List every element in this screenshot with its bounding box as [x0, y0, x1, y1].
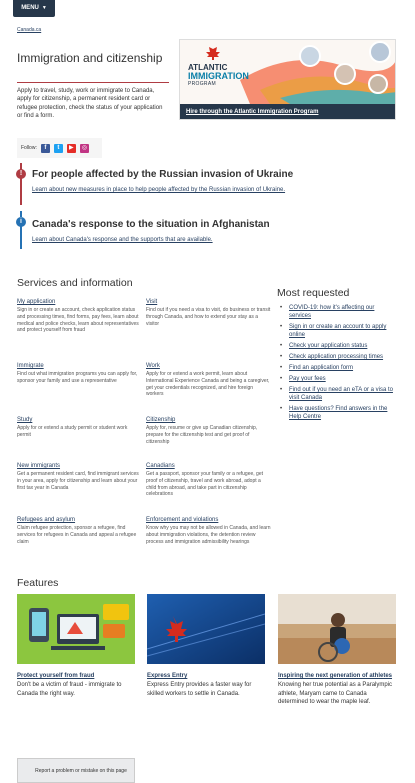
- service-link[interactable]: Immigrate: [17, 363, 44, 369]
- info-icon: i: [16, 217, 26, 227]
- warning-icon: !: [16, 169, 26, 179]
- page-title: Immigration and citizenship: [17, 51, 163, 65]
- service-visit: [146, 298, 271, 327]
- service-desc: Get a passport, sponsor your family or a refugee, get proof of citizenship, travel and work abroad, adopt a child from abroad, and take part in citizenship celebrations: [146, 471, 264, 498]
- feature-express-entry: [147, 594, 265, 698]
- service-desc: Get a permanent resident card, find immigrant services in your area, apply for citizenship and learn about your first tax year in Canada: [17, 471, 139, 491]
- service-refugees: [17, 516, 142, 545]
- report-problem-button[interactable]: [17, 758, 135, 783]
- service-link[interactable]: Canadians: [146, 463, 175, 469]
- alert-title: Canada's response to the situation in Afghanistan: [32, 219, 270, 230]
- feature-link[interactable]: Inspiring the next generation of athletes: [278, 673, 393, 679]
- athlete-photo: [278, 594, 396, 664]
- feature-desc: Knowing her true potential as a Paralympic athlete, Maryam came to Canada determined to wear the maple leaf.: [278, 682, 393, 706]
- most-requested-item[interactable]: • COVID-19: how it's affecting our services: [277, 304, 397, 320]
- feature-desc: Express Entry provides a faster way for skilled workers to settle in Canada.: [147, 682, 252, 697]
- feature-link[interactable]: Protect yourself from fraud: [17, 673, 95, 679]
- services-heading: Services and information: [17, 277, 133, 289]
- fraud-image[interactable]: [17, 594, 135, 664]
- service-link[interactable]: Enforcement and violations: [146, 517, 219, 523]
- banner-graphic: [180, 40, 396, 104]
- service-citizenship: [146, 416, 271, 445]
- service-link[interactable]: Study: [17, 417, 33, 423]
- feature-athletes: [278, 594, 396, 707]
- service-desc: Apply for or extend a work permit, learn about International Experience Canada and being a caregiver, get your credentials recognized, and hire foreign workers: [146, 371, 270, 398]
- menu-label: MENU: [21, 5, 39, 12]
- banner-logo: [188, 64, 249, 88]
- service-desc: Claim refugee protection, sponsor a refugee, find services for refugees in Canada and appeal a refugee claim: [17, 525, 137, 545]
- service-link[interactable]: Refugees and asylum: [17, 517, 76, 523]
- express-entry-illustration: [147, 594, 265, 664]
- service-canadians: [146, 462, 271, 498]
- service-link[interactable]: Visit: [146, 299, 158, 305]
- most-requested-item[interactable]: • Sign in or create an account to apply online: [277, 323, 397, 339]
- service-desc: Apply for, resume or give up Canadian citizenship, prepare for the citizenship test and get proof of citizenship: [146, 425, 258, 445]
- service-new-immigrants: [17, 462, 142, 491]
- service-work: [146, 362, 271, 398]
- page-intro: Apply to travel, study, work or immigrate to Canada, apply for citizenship, a permanent resident card or refugee protection, check the status of your application or find a form.: [17, 88, 163, 119]
- features-heading: Features: [17, 577, 59, 589]
- logo-line-2: IMMIGRATION: [188, 71, 249, 81]
- chevron-down-icon: ▼: [41, 5, 47, 12]
- service-link[interactable]: New immigrants: [17, 463, 61, 469]
- service-link[interactable]: Citizenship: [146, 417, 176, 423]
- alert-title: For people affected by the Russian invasion of Ukraine: [32, 169, 294, 180]
- most-requested-item[interactable]: • Check application processing times: [277, 353, 397, 361]
- athlete-image[interactable]: [278, 594, 396, 664]
- atlantic-immigration-banner[interactable]: [179, 39, 396, 120]
- most-requested-item[interactable]: • Find out if you need an eTA or a visa to visit Canada: [277, 386, 397, 402]
- fraud-illustration: [17, 594, 135, 664]
- twitter-icon[interactable]: t: [54, 144, 63, 153]
- service-study: [17, 416, 142, 439]
- youtube-icon[interactable]: ▶: [67, 144, 76, 153]
- service-my-application: [17, 298, 142, 334]
- social-follow-bar: [17, 138, 102, 158]
- service-desc: Sign in or create an account, check application status and processing times, find forms, pay fees, learn about medical and police checks, learn about representatives and protect yourself from fraud: [17, 307, 139, 334]
- express-entry-image[interactable]: [147, 594, 265, 664]
- breadcrumb-home[interactable]: Canada.ca: [17, 27, 42, 33]
- service-desc: Find out what immigration programs you can apply for, sponsor your family and use a representative: [17, 371, 138, 384]
- most-requested-panel: [277, 286, 397, 424]
- banner-caption-link[interactable]: Hire through the Atlantic Immigration Program: [180, 104, 396, 120]
- alert-ukraine: [13, 163, 403, 205]
- logo-line-3: PROGRAM: [188, 81, 216, 87]
- service-desc: Find out if you need a visa to visit, do business or transit through Canada, and how to extend your stay as a visitor: [146, 307, 271, 327]
- most-requested-item[interactable]: • Find an application form: [277, 364, 397, 372]
- feature-link[interactable]: Express Entry: [147, 673, 188, 679]
- most-requested-item[interactable]: • Have questions? Find answers in the Help Centre: [277, 405, 397, 421]
- most-requested-list: [277, 304, 397, 421]
- follow-label: Follow:: [21, 144, 37, 151]
- alert-link[interactable]: Learn about Canada's response and the supports that are available.: [32, 237, 213, 243]
- title-underline: [17, 82, 169, 83]
- service-enforcement: [146, 516, 271, 545]
- feature-desc: Don't be a victim of fraud - immigrate to Canada the right way.: [17, 682, 122, 697]
- service-immigrate: [17, 362, 142, 385]
- instagram-icon[interactable]: ◎: [81, 144, 87, 151]
- service-link[interactable]: My application: [17, 299, 56, 305]
- report-label: Report a problem or mistake on this page: [35, 767, 127, 774]
- alert-link[interactable]: Learn about new measures in place to help people affected by the Russian invasion of Ukraine.: [32, 187, 286, 193]
- facebook-icon[interactable]: f: [41, 144, 50, 153]
- menu-button[interactable]: [13, 0, 55, 17]
- service-link[interactable]: Work: [146, 363, 160, 369]
- service-desc: Apply for or extend a study permit or student work permit: [17, 425, 128, 438]
- alert-afghanistan: [13, 211, 403, 249]
- logo-line-1: ATLANTIC: [188, 63, 228, 72]
- most-requested-item[interactable]: • Pay your fees: [277, 375, 397, 383]
- service-desc: Know why you may not be allowed in Canada, and learn about immigration violations, the detention review process and immigration admissibility hearings: [146, 525, 271, 545]
- most-requested-heading: Most requested: [277, 287, 350, 299]
- most-requested-item[interactable]: • Check your application status: [277, 342, 397, 350]
- feature-fraud: [17, 594, 135, 698]
